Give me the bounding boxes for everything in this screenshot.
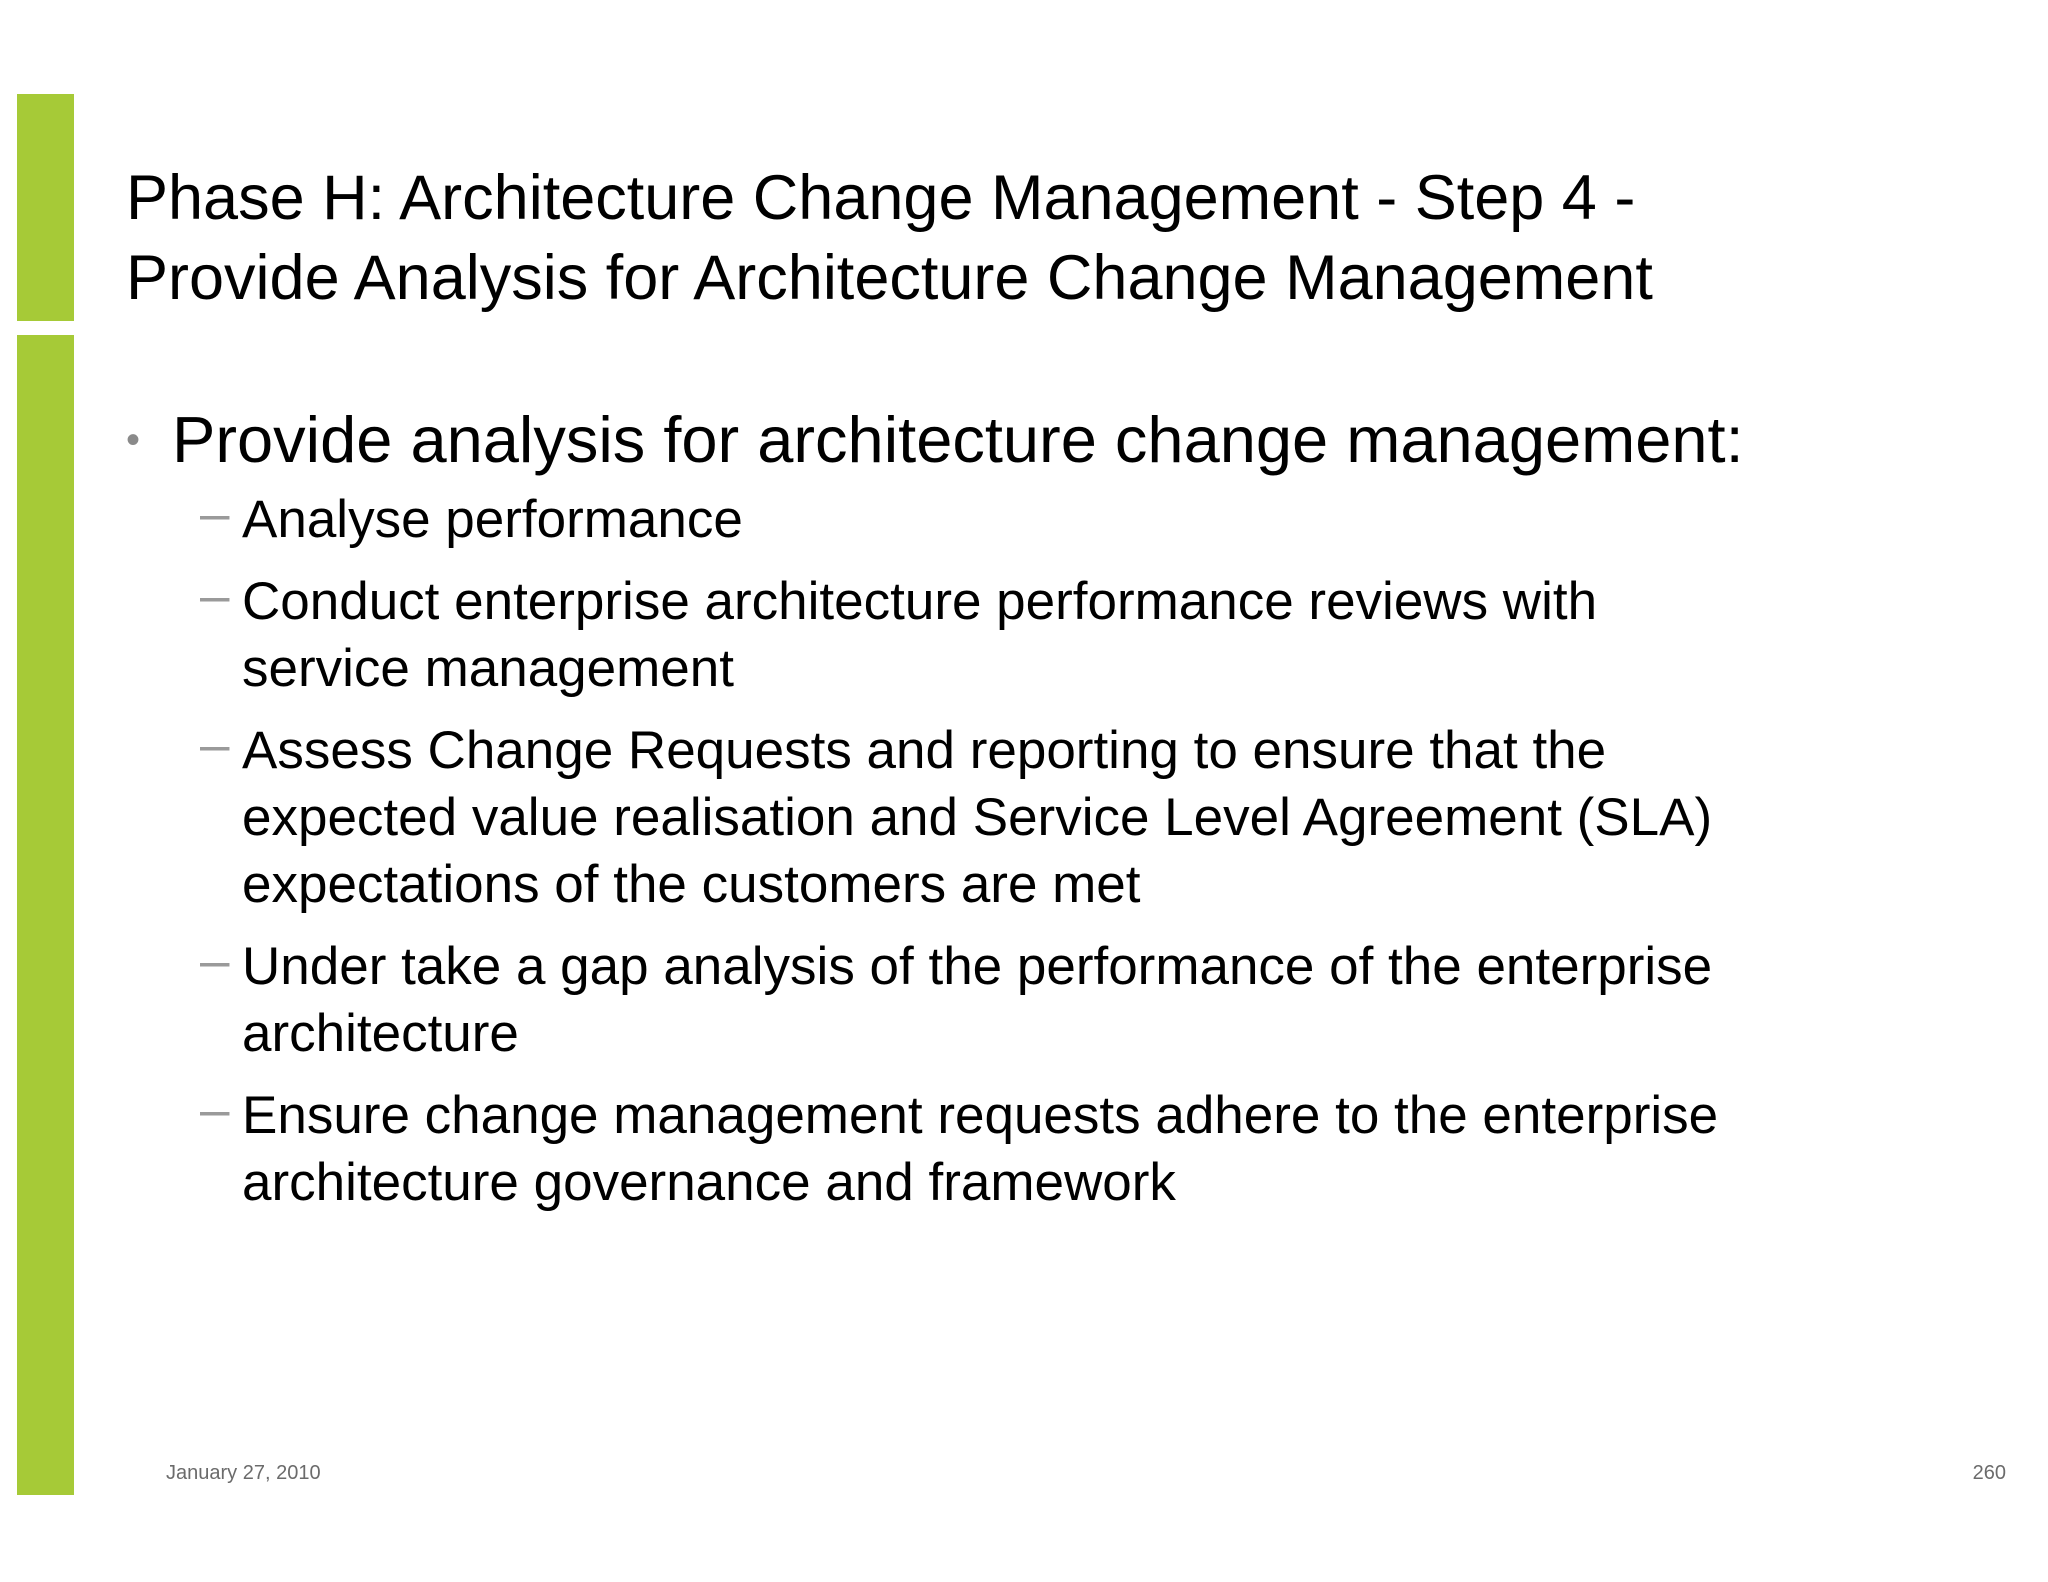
slide-title (126, 158, 1926, 318)
page-number: 260 (1972, 1462, 2006, 1484)
footer-date: January 27, 2010 (166, 1462, 321, 1484)
sub-bullet-line: architecture governance and framework (242, 1153, 1176, 1212)
sub-bullet (126, 568, 1926, 702)
sub-bullet (126, 717, 1926, 918)
sub-bullet-line: service management (242, 639, 734, 698)
sub-bullet (126, 1082, 1926, 1216)
sub-bullet-line: Ensure change management requests adhere to the enterprise (242, 1086, 1719, 1145)
bullet-dot-icon: • (126, 418, 141, 462)
sub-bullet-list (126, 486, 1926, 1216)
slide-body (126, 400, 1926, 1231)
slide-title-line: Provide Analysis for Architecture Change Management (126, 243, 1653, 313)
slide-title-line: Phase H: Architecture Change Management - Step 4 - (126, 163, 1636, 233)
sub-bullet-line: Conduct enterprise architecture performance reviews with (242, 572, 1598, 631)
main-bullet-text: Provide analysis for architecture change management: (172, 403, 1744, 476)
dash-icon: – (200, 931, 230, 990)
dash-icon: – (200, 715, 230, 774)
sub-bullet-line: Assess Change Requests and reporting to ensure that the (242, 721, 1607, 780)
accent-bar-top (17, 94, 74, 321)
dash-icon: – (200, 1080, 230, 1139)
accent-bar-bottom (17, 335, 74, 1495)
sub-bullet-line: expected value realisation and Service Level Agreement (SLA) (242, 788, 1713, 847)
sub-bullet-line: Under take a gap analysis of the performance of the enterprise (242, 937, 1713, 996)
sub-bullet-line: expectations of the customers are met (242, 855, 1141, 914)
main-bullet (126, 400, 1926, 480)
sub-bullet (126, 933, 1926, 1067)
sub-bullet (126, 486, 1926, 553)
dash-icon: – (200, 484, 230, 543)
dash-icon: – (200, 566, 230, 625)
sub-bullet-line: architecture (242, 1004, 519, 1063)
sub-bullet-line: Analyse performance (242, 490, 743, 549)
